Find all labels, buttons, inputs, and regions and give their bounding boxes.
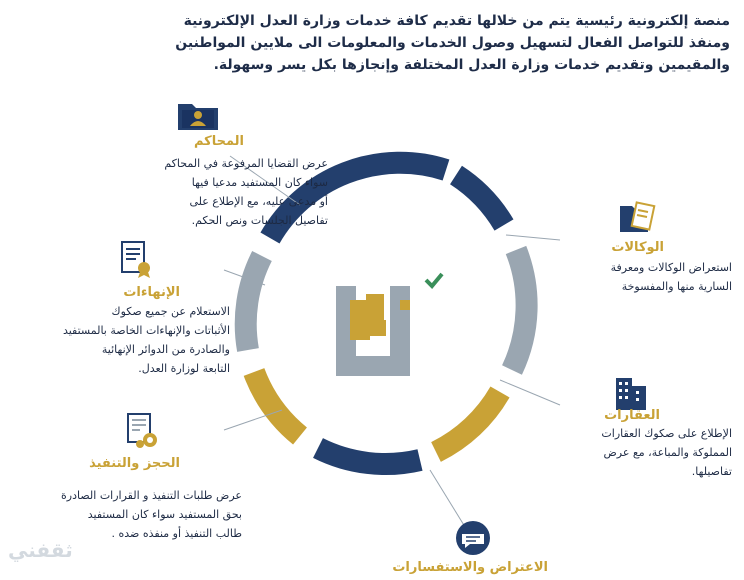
inquiries-title[interactable]: الاعتراض والاستفسارات bbox=[392, 560, 548, 575]
folder-document-icon bbox=[618, 200, 658, 234]
ring-segment-gold-bottom-left bbox=[254, 372, 300, 436]
watermark: ثقفني bbox=[8, 538, 73, 562]
intro-line-1: منصة إلكترونية رئيسية يتم من خلالها تقديم كافة خدمات وزارة العدل الإلكترونية bbox=[183, 13, 730, 29]
ring-segment-gray-left bbox=[246, 256, 262, 350]
ring-segment-navy-top-right bbox=[456, 175, 504, 225]
logo-mark bbox=[336, 274, 442, 376]
intro-line-2: ومنفذ للتواصل الفعال لتسهيل وصول الخدمات والمعلومات الى ملايين المواطنين bbox=[175, 35, 730, 51]
chat-bubble-icon bbox=[450, 520, 496, 556]
execution-description: عرض طلبات التنفيذ و القرارات الصادرة بحق المستفيد سواء كان المستفيد طالب التنفيذ أو منفذه ضده . bbox=[61, 489, 242, 540]
ring-segment-gold-bottom-right bbox=[436, 392, 500, 452]
intro-line-3: والمقيمين وتقديم خدمات وزارة العدل المختلفة وإنجازها بكل يسر وسهولة. bbox=[213, 57, 730, 73]
courts-description: عرض القضايا المرفوعة في المحاكم سواء كان المستفيد مدعيا فيها أو مدعى عليه، مع الإطلاع على تفاصيل الجلسات ونص الحكم. bbox=[164, 157, 328, 227]
terminations-title[interactable]: الإنهاءات bbox=[123, 285, 180, 300]
document-gear-icon bbox=[126, 412, 160, 450]
connector-realestate bbox=[500, 380, 560, 405]
certificate-icon bbox=[118, 240, 154, 280]
agencies-description: استعراض الوكالات ومعرفة السارية منها والمفسوخة bbox=[610, 261, 732, 293]
realestate-description: الإطلاع على صكوك العقارات المملوكة والمباعة، مع عرض تفاصيلها. bbox=[601, 427, 732, 478]
ring-segment-gray-right bbox=[512, 250, 527, 370]
ring-segment-navy-bottom bbox=[318, 448, 420, 464]
agencies-title[interactable]: الوكالات bbox=[611, 240, 664, 255]
connector-agencies bbox=[506, 235, 560, 240]
building-icon bbox=[612, 374, 652, 410]
courts-title[interactable]: المحاكم bbox=[193, 134, 244, 149]
realestate-title[interactable]: العقارات bbox=[604, 408, 660, 423]
execution-title[interactable]: الحجز والتنفيذ bbox=[89, 456, 180, 471]
folder-user-icon bbox=[176, 98, 220, 132]
terminations-description: الاستعلام عن جميع صكوك الأثباتات والإنهاءات الخاصة بالمستفيد والصادرة من الدوائر الإنهائية التابعة لوزارة العدل. bbox=[62, 305, 230, 375]
